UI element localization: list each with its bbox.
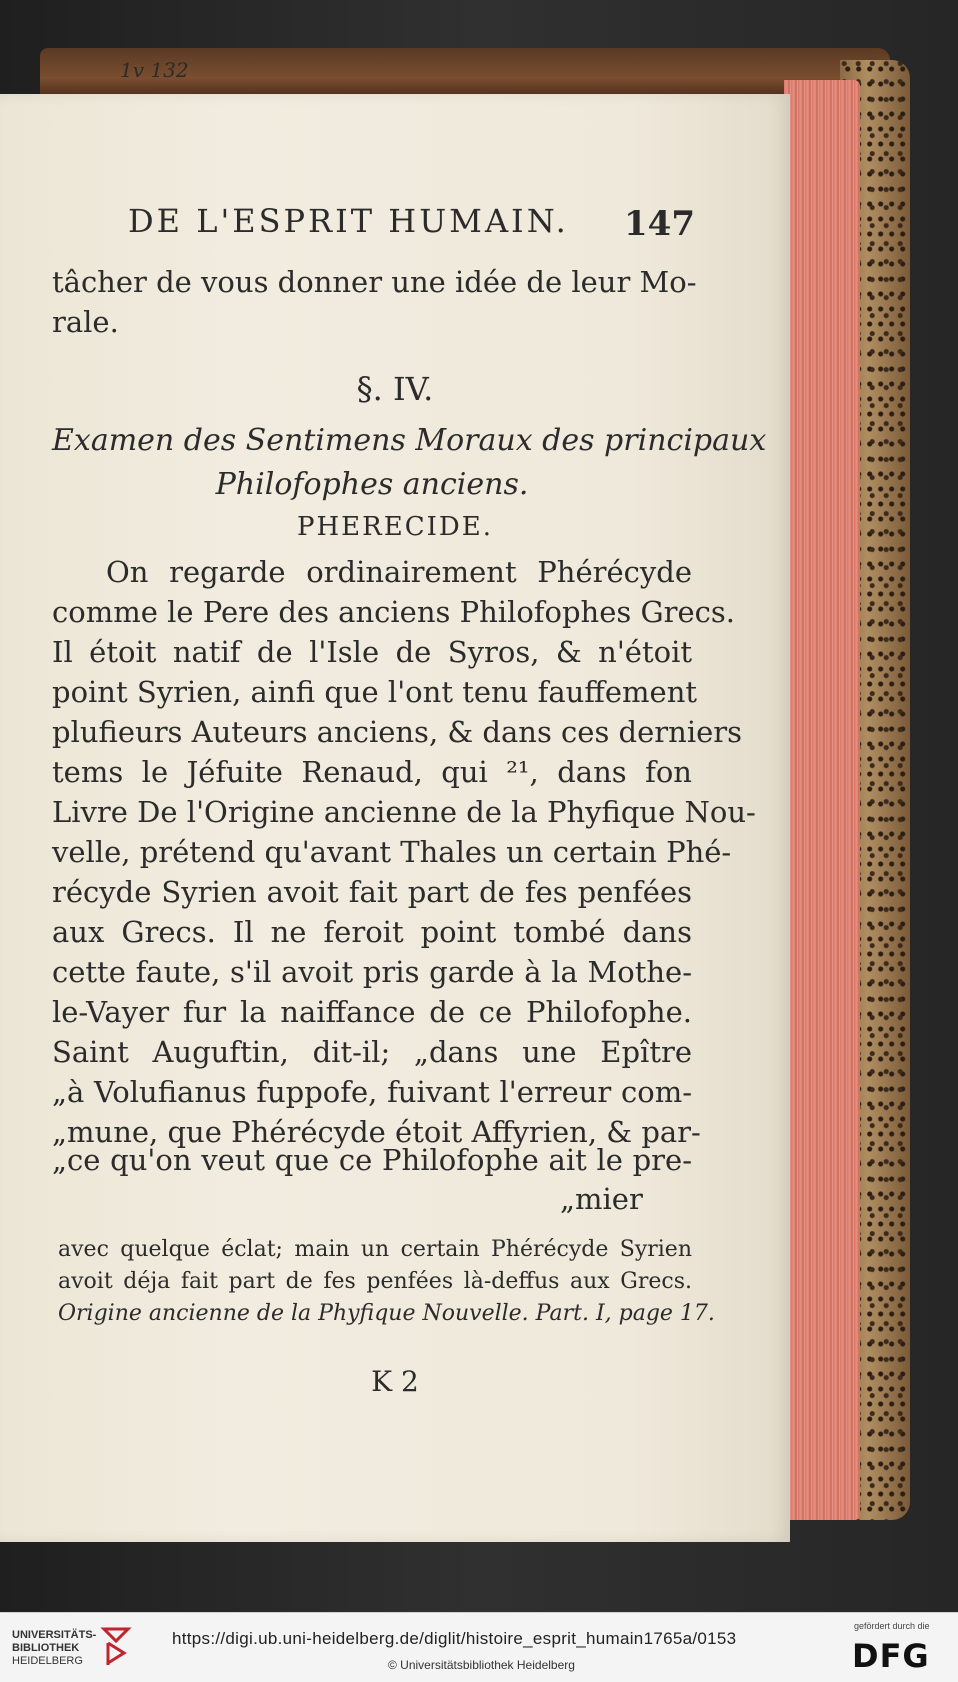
text-line: On regarde ordinairement Phérécyde xyxy=(106,555,692,589)
catchword: „mier xyxy=(560,1182,643,1216)
signature-mark: K 2 xyxy=(371,1365,419,1398)
sponsor-label: gefördert durch die xyxy=(854,1621,930,1631)
text-line: Livre De l'Origine ancienne de la Phyfique Nou- xyxy=(52,795,756,829)
text-line: velle, prétend qu'avant Thales un certain Phé- xyxy=(52,835,732,869)
shelfmark-note: 1v 132 xyxy=(120,58,189,82)
text-line: Saint Auguftin, dit-il; „dans une Epître xyxy=(52,1035,692,1069)
section-number: §. IV. xyxy=(356,370,434,408)
text-line: aux Grecs. Il ne feroit point tombé dans xyxy=(52,915,692,949)
library-name-line: UNIVERSITÄTS- xyxy=(12,1629,97,1641)
text-line: le-Vayer fur la naiffance de ce Philofophe. xyxy=(52,995,692,1029)
footnote-line: Origine ancienne de la Phyfique Nouvelle. Part. I, page 17. xyxy=(58,1301,715,1326)
section-title-line: Examen des Sentimens Moraux des principaux xyxy=(52,423,767,458)
text-line: tâcher de vous donner une idée de leur Mo- xyxy=(52,265,697,299)
copyright-notice: © Universitätsbibliothek Heidelberg xyxy=(388,1658,575,1672)
page-number: 147 xyxy=(624,204,695,244)
text-line: „mune, que Phérécyde étoit Affyrien, & par- xyxy=(52,1115,701,1149)
page-edges-red xyxy=(784,80,860,1520)
running-head: DE L'ESPRIT HUMAIN. xyxy=(128,202,569,240)
text-line: comme le Pere des anciens Philofophes Grecs. xyxy=(52,595,736,629)
page-url[interactable]: https://digi.ub.uni-heidelberg.de/diglit/histoire_esprit_humain1765a/0153 xyxy=(172,1629,737,1648)
text-line: tems le Jéfuite Renaud, qui ²¹, dans fon xyxy=(52,755,692,789)
library-logo-icon xyxy=(98,1625,134,1669)
footnote-line: avoit déja fait part de fes penfées là-deffus aux Grecs. xyxy=(58,1269,692,1294)
section-title-line: Philofophes anciens. xyxy=(215,467,529,502)
library-name xyxy=(12,1629,102,1668)
text-line: récyde Syrien avoit fait part de fes penfées xyxy=(52,875,692,909)
library-name-line: HEIDELBERG xyxy=(12,1655,83,1667)
text-line: „à Volufianus fuppofe, fuivant l'erreur com- xyxy=(52,1075,692,1109)
text-line: plufieurs Auteurs anciens, & dans ces derniers xyxy=(52,715,742,749)
subheading: PHERECIDE. xyxy=(297,512,493,542)
library-name-line: BIBLIOTHEK xyxy=(12,1642,80,1654)
footnote-line: avec quelque éclat; main un certain Phérécyde Syrien xyxy=(58,1237,692,1262)
text-line: „ce qu'on veut que ce Philofophe ait le pre- xyxy=(52,1143,692,1177)
viewer-footer xyxy=(0,1612,958,1682)
text-line: Il étoit natif de l'Isle de Syros, & n'étoit xyxy=(52,635,692,669)
text-line: cette faute, s'il avoit pris garde à la Mothe- xyxy=(52,955,692,989)
text-line: point Syrien, ainfi que l'ont tenu fauffement xyxy=(52,675,698,709)
dfg-logo: DFG xyxy=(852,1637,930,1675)
text-line: rale. xyxy=(52,305,119,339)
